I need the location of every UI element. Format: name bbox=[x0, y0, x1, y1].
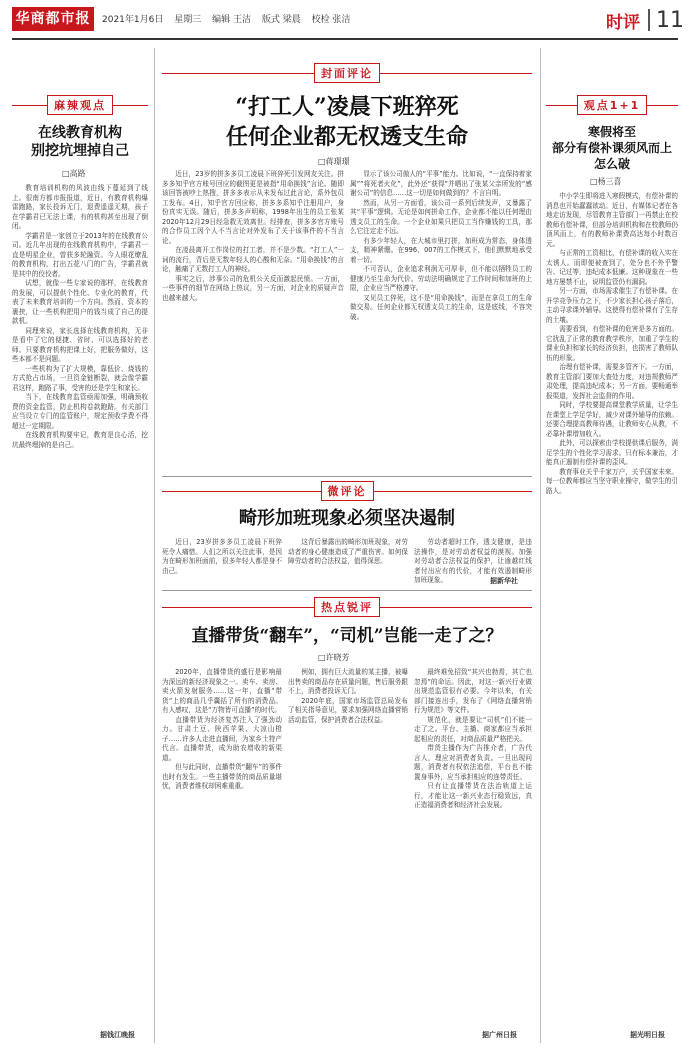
paragraph: 事实之后，涉事公司的危机公关反而激起民愤。一方面，一些事件的细节在网络上热议，另一方面，对企业的质疑声音也越来越大。 bbox=[162, 274, 344, 302]
paragraph: 当下，在线教育监管亟需加强，明确预收费的资金监管，防止机构卷款跑路。有关部门应当设立专门的监管账户，规定预收学费不得超过一定期限。 bbox=[12, 393, 148, 430]
page-number: 11 bbox=[656, 7, 684, 33]
badge-line bbox=[162, 491, 321, 492]
bottom-article-col3 bbox=[414, 668, 532, 1026]
section-rule bbox=[162, 476, 532, 477]
paragraph: 同理来说，家长选择在线教育机构，无非是看中了它的便捷、省时、可以选择好的老师。只要教育机构把课上好，把服务做好，这些本都不是问题。 bbox=[12, 326, 148, 363]
left-article-body bbox=[12, 184, 148, 1034]
bottom-badge bbox=[162, 598, 532, 616]
paragraph: 带货主播作为广告推介者，广告代言人，理应对消费者负责。一旦出现问题，消费者有权依法追偿，平台也不能置身事外，应当承担相应的连带责任。 bbox=[414, 744, 532, 781]
paragraph: 治理有偿补课，需要多管齐下。一方面，教育主管部门要加大查处力度，对违规教师严肃处理，提高违纪成本；另一方面，要畅通举报渠道，发挥社会监督的作用。 bbox=[546, 363, 678, 400]
left-headline bbox=[12, 124, 148, 160]
column-divider-right bbox=[540, 48, 541, 1043]
badge-label: 观点1+1 bbox=[577, 95, 648, 115]
bottom-byline: □许晓芳 bbox=[318, 653, 350, 662]
headline-line: 寒假将至 bbox=[587, 125, 636, 139]
paragraph: 与正常的工资相比，有偿补课的收入实在太诱人。而即便被查到了，处分也不外乎警告、记过等，违纪成本低廉。这种现象在一些地方屡禁不止，说明监管仍有漏洞。 bbox=[546, 249, 678, 286]
paragraph: 这背后暴露出的畸形加班现象，对劳动者的身心健康造成了严重伤害。如何保障劳动者的合法权益，值得深思。 bbox=[288, 538, 408, 565]
masthead bbox=[0, 0, 690, 40]
left-source: 据钱江晚报 bbox=[100, 1031, 135, 1039]
right-headline bbox=[546, 124, 678, 172]
badge-line bbox=[647, 105, 678, 106]
editor-credit: 编辑 王洁 bbox=[212, 15, 251, 25]
badge-label: 封面评论 bbox=[314, 63, 380, 83]
paragraph: 2020年底，国家市场监管总局发布了相关指导意见，要求加强网络直播营销活动监管，保护消费者合法权益。 bbox=[288, 696, 408, 724]
page-header bbox=[606, 6, 684, 34]
headline-line: 在线教育机构 bbox=[38, 125, 122, 141]
section-divider bbox=[648, 9, 650, 31]
paragraph: 劳动者超时工作，透支健康，是违法操作，是对劳动者权益的漠视。加强对劳动者合法权益的保护，让逾越红线者付出应有的代价，才能有效遏制畸形加班现象。 bbox=[414, 538, 532, 584]
right-byline: □杨三喜 bbox=[590, 177, 622, 186]
paragraph: 又见员工猝死，这不是“用命换钱”，而是在拿员工的生命做交易。任何企业都无权透支员工的生命，这是底线，不容突破。 bbox=[350, 293, 532, 321]
newspaper-logo: 华商都市报 bbox=[12, 7, 94, 31]
left-badge bbox=[12, 96, 148, 114]
mid-headline: 畸形加班现象必须坚决遏制 bbox=[239, 508, 455, 529]
author-name: 蒋璟璟 bbox=[325, 157, 350, 166]
badge-line bbox=[162, 607, 314, 608]
badge-line bbox=[113, 105, 148, 106]
paragraph: 然而，从另一方面看，该公司一系列后续发声，又暴露了其“平事”逻辑。无论是如何拼命工作，企业都不能以任何理由透支员工的生命。一个企业如果只把员工当作赚钱的工具，那么它注定走不远。 bbox=[350, 198, 532, 235]
badge-line bbox=[380, 607, 532, 608]
paragraph: 一些机构为了扩大规模，靠低价、烧钱的方式抢占市场，一旦资金链断裂，就会像学霸君这样，跑路了事，受害的还是学生和家长。 bbox=[12, 364, 148, 392]
headline-line: 任何企业都无权透支生命 bbox=[225, 124, 468, 150]
paragraph: 另一方面，市场需求催生了有偿补课。在升学竞争压力之下，不少家长担心孩子落后，主动寻求课外辅导。这使得有偿补课有了生存的土壤。 bbox=[546, 287, 678, 324]
paragraph: 此外，可以探索由学校提供课后服务，满足学生的个性化学习需求。只有标本兼治，才能真正遏制有偿补课的歪风。 bbox=[546, 439, 678, 466]
center-article-col1 bbox=[162, 170, 344, 470]
author-name: 杨三喜 bbox=[597, 177, 622, 186]
headline-line: 怎么破 bbox=[593, 157, 630, 171]
paragraph: 教育培训机构的风波由线下蔓延到了线上。很南方都市报报道，近日，有教育机构爆雷跑路，家长投诉无门，退费遥遥无期，孩子在学霸君已无法上课，有的机构甚至出现了倒闭。 bbox=[12, 184, 148, 230]
bottom-source: 据广州日报 bbox=[482, 1031, 517, 1039]
paragraph: 例如，拥有巨大流量的某主播，被曝出售卖的商品存在质量问题，售后服务跟不上，消费者投诉无门。 bbox=[288, 668, 408, 695]
left-byline: □高路 bbox=[62, 169, 86, 178]
paragraph: 在线教育机构要牢记，教育是良心活，挖坑最终埋掉的是自己。 bbox=[12, 431, 148, 449]
designer-credit: 版式 梁晨 bbox=[261, 15, 301, 25]
paragraph: 学霸君是一家创立于2013年的在线教育公司。近几年出现的在线教育机构中，学霸君一直是明星企业，曾获多轮融资。今人眼花缭乱的教育机构，打出五花八门的广告，学霸君就是其中的佼佼者。 bbox=[12, 231, 148, 278]
mid-source: 据新华社 bbox=[490, 577, 518, 585]
paragraph: 规范化，就是要让“司机”们不能一走了之。平台、主播、商家都应当承担起相应的责任，对商品质量严格把关。 bbox=[414, 715, 532, 743]
mid-badge bbox=[162, 482, 532, 500]
section-rule bbox=[162, 590, 532, 591]
paragraph: 只有让直播带货在法治轨道上运行，才能让这一新兴业态行稳致远，真正造福消费者和经济社会发展。 bbox=[414, 782, 532, 809]
issue-weekday: 星期三 bbox=[174, 15, 202, 25]
center-headline bbox=[162, 92, 532, 152]
column-divider-left bbox=[154, 48, 155, 1043]
mid-article-col2 bbox=[288, 538, 408, 584]
headline-line: “打工人”凌晨下班猝死 bbox=[235, 94, 459, 120]
masthead-rule bbox=[12, 38, 678, 40]
badge-line bbox=[546, 105, 577, 106]
paragraph: 在凌晨离开工作岗位的打工者，并不是少数。“打工人”一词的流行，背后是无数年轻人的心酸和无奈。“用命换钱”的言论，触痛了无数打工人的神经。 bbox=[162, 246, 344, 273]
proofreader-credit: 校检 张洁 bbox=[311, 15, 351, 25]
headline-line: 部分有偿补课须风而上 bbox=[551, 141, 672, 155]
center-byline: □蒋璟璟 bbox=[318, 157, 350, 166]
paragraph: 有多少年轻人，在大城市里打拼，加班成为常态，身体透支，精神紧绷。在996、007的工作模式下，他们默默地承受着一切。 bbox=[350, 236, 532, 264]
issue-date: 2021年1月6日 bbox=[102, 15, 164, 25]
paragraph: 教育事业关乎千家万户，关乎国家未来。每一位教师都应当坚守职业操守，做学生的引路人。 bbox=[546, 467, 678, 495]
paragraph: 近日，23岁拼多多员工凌晨下班猝死令人痛惜。人们之所以关注此事，是因为在畸形加班面前，很多年轻人都是身不由己。 bbox=[162, 538, 282, 575]
badge-line bbox=[12, 105, 47, 106]
paragraph: 最终难免招致“其兴也勃焉，其亡也忽焉”的命运。因此，对这一新兴行业做出规范监管很有必要。今年以来，有关部门接连出手，发布了《网络直播营销行为规范》等文件。 bbox=[414, 668, 532, 714]
badge-line bbox=[380, 73, 532, 74]
paragraph: 同时，学校要提高课堂教学质量，让学生在课堂上学足学好，减少对课外辅导的依赖。还要合理提高教师待遇，让教师安心从教，不必靠补课增加收入。 bbox=[546, 401, 678, 438]
bottom-headline: 直播带货“翻车”，“司机”岂能一走了之？ bbox=[191, 626, 503, 646]
author-name: 许晓芳 bbox=[325, 653, 350, 662]
paragraph: 但与此同时，直播带货“翻车”的事件也时有发生。一些主播带货的商品质量堪忧，消费者维权却困难重重。 bbox=[162, 763, 282, 790]
paragraph: 近日，23岁的拼多多员工凌晨下班猝死引发网友关注。拼多多知乎官方账号回应的截图更是被指“用命换钱”言论。随即该回答被吵上热搜，拼多多表示从未发布过此言论，系外包员工发布。4日，知乎官方回应称，拼多多系知乎注册用户，身份真实无误。随后，拼多多声明称，1998年出生的员工张某2020年12月29日经急救无效离世。经排查，拼多多官方账号的合作员工因个人不当言论对外发布了关于该事件的不当言论。 bbox=[162, 170, 344, 245]
badge-label: 微评论 bbox=[321, 481, 374, 501]
paragraph: 需要看到，有偿补课的危害是多方面的。它扰乱了正常的教育教学秩序，加重了学生的课业负担和家长的经济负担，也损害了教师队伍的形象。 bbox=[546, 325, 678, 362]
paragraph: 不可否认，企业追求利润无可厚非，但不能以牺牲员工的健康乃至生命为代价。劳动法明确规定了工作时间和加班的上限，企业应当严格遵守。 bbox=[350, 265, 532, 292]
bottom-article-col1 bbox=[162, 668, 282, 1034]
paragraph: 2020年，直播带货的盛行是影响最为深远的新经济现象之一。卖车、卖房、卖火箭发射服务……这一年，直播“带货”上的商品几乎囊括了所有的消费品。有人感叹，这是“万物皆可直播”的时代。 bbox=[162, 668, 282, 714]
masthead-meta bbox=[102, 12, 359, 25]
badge-line bbox=[374, 491, 533, 492]
badge-label: 热点锐评 bbox=[314, 597, 380, 617]
paragraph: 直播带货为经济复苏注入了强劲动力。甘肃土豆、陕西苹果、大凉山橙子……许多人走进直播间，为家乡土特产代言。直播带货，成为助农增收的新渠道。 bbox=[162, 715, 282, 762]
right-badge bbox=[546, 96, 678, 114]
bottom-article-col2 bbox=[288, 668, 408, 1034]
center-badge bbox=[162, 64, 532, 82]
paragraph: 显示了该公司傲人的“平事”能力。比如说，“一直保持着家属”“将死者火化”，此外还“获得”并晒出了张某父亲所发的“感谢公司”的信息……这一切是如何做到的？不言自明。 bbox=[350, 170, 532, 197]
headline-line: 别挖坑埋掉自己 bbox=[31, 143, 129, 159]
paragraph: 中小学生即将进入寒假模式，有偿补课的消息也开始蠢蠢欲动。近日，有媒体记者在各地走访发现，尽管教育主管部门一再禁止在校教师有偿补课，但部分培训机构和在校教师仍顶风而上，有的教师补课费高达每小时数百元。 bbox=[546, 192, 678, 248]
right-article-body bbox=[546, 192, 678, 1026]
mid-article-col1 bbox=[162, 538, 282, 584]
paragraph: 试想，就像一些专家说的那样，在线教育的发展，可以提供个性化、专业化的教育，代表了未来教育培训的一个方向。然而，资本的裹挟，让一些机构把用户的钱当成了自己的提款机。 bbox=[12, 279, 148, 325]
section-name: 时评 bbox=[606, 12, 640, 33]
author-name: 高路 bbox=[69, 169, 86, 178]
center-article-col2 bbox=[350, 170, 532, 470]
badge-line bbox=[162, 73, 314, 74]
right-source: 据光明日报 bbox=[630, 1031, 665, 1039]
badge-label: 麻辣观点 bbox=[47, 95, 113, 115]
